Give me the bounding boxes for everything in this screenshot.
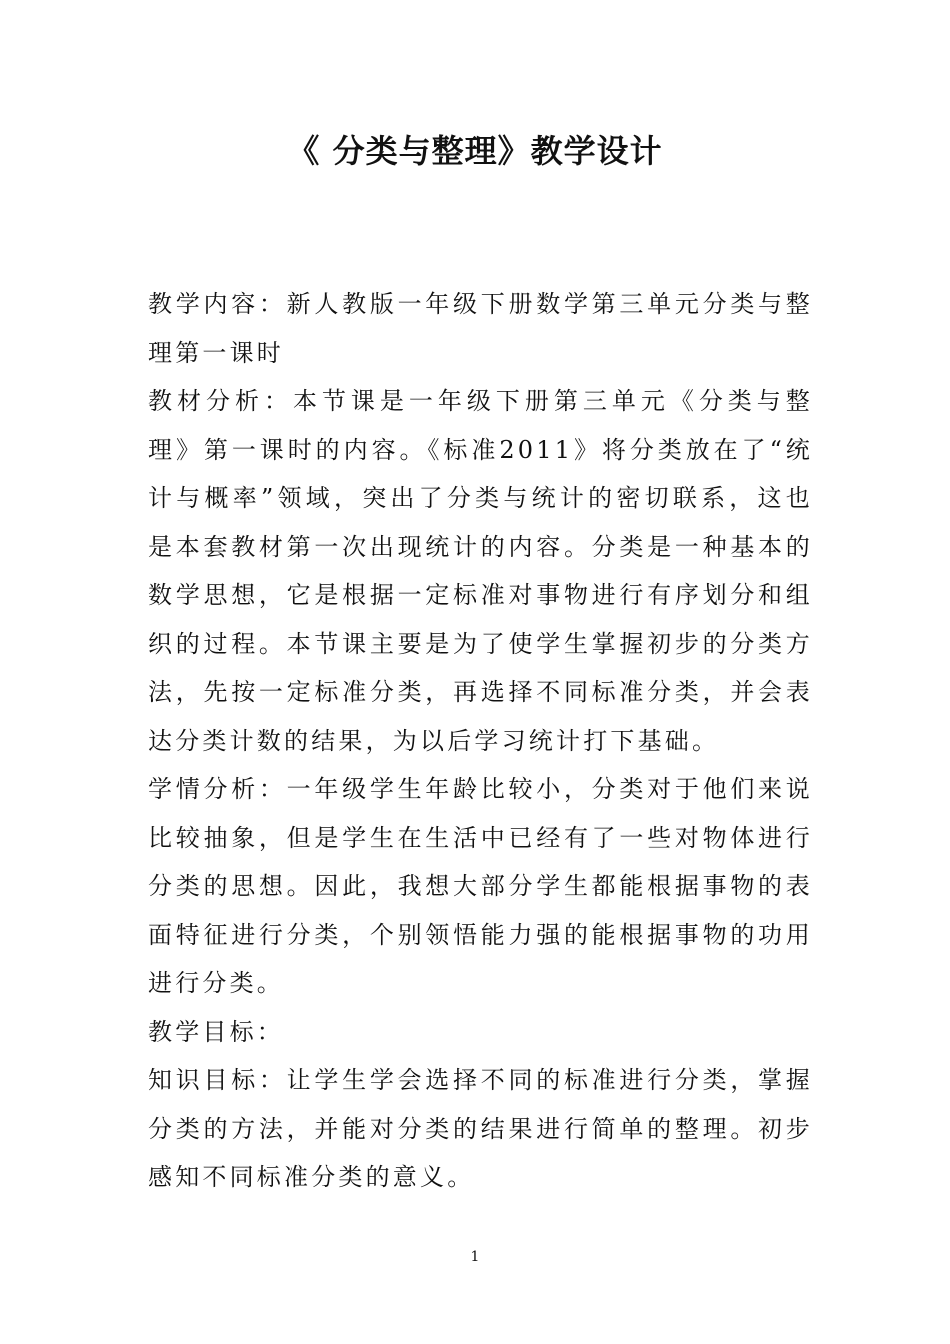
paragraph-student-analysis: 学情分析：一年级学生年龄比较小，分类对于他们来说比较抽象，但是学生在生活中已经有了一些对物体进行分类的思想。因此，我想大部分学生都能根据事物的表面特征进行分类，个别领悟能力强的能根据事物的功用进行分类。: [148, 775, 813, 997]
paragraph-teaching-content: 教学内容：新人教版一年级下册数学第三单元分类与整理第一课时: [148, 290, 813, 367]
paragraph-knowledge-goals: 知识目标：让学生学会选择不同的标准进行分类，掌握分类的方法，并能对分类的结果进行简单的整理。初步感知不同标准分类的意义。: [148, 1066, 813, 1191]
document-title: 《 分类与整理》教学设计: [287, 132, 663, 170]
paragraph-teaching-goals: 教学目标：: [148, 1017, 284, 1046]
page-number: 1: [470, 1249, 480, 1265]
paragraph-material-analysis: 教材分析：本节课是一年级下册第三单元《分类与整理》第一课时的内容。《标准2011》将分类放在了“统计与概率”领域，突出了分类与统计的密切联系，这也是本套教材第一次出现统计的内容。分类是一种基本的数学思想，它是根据一定标准对事物进行有序划分和组织的过程。本节课主要是为了使学生掌握初步的分类方法，先按一定标准分类，再选择不同标准分类，并会表达分类计数的结果，为以后学习统计打下基础。: [148, 387, 813, 755]
document-body: [148, 280, 813, 1202]
